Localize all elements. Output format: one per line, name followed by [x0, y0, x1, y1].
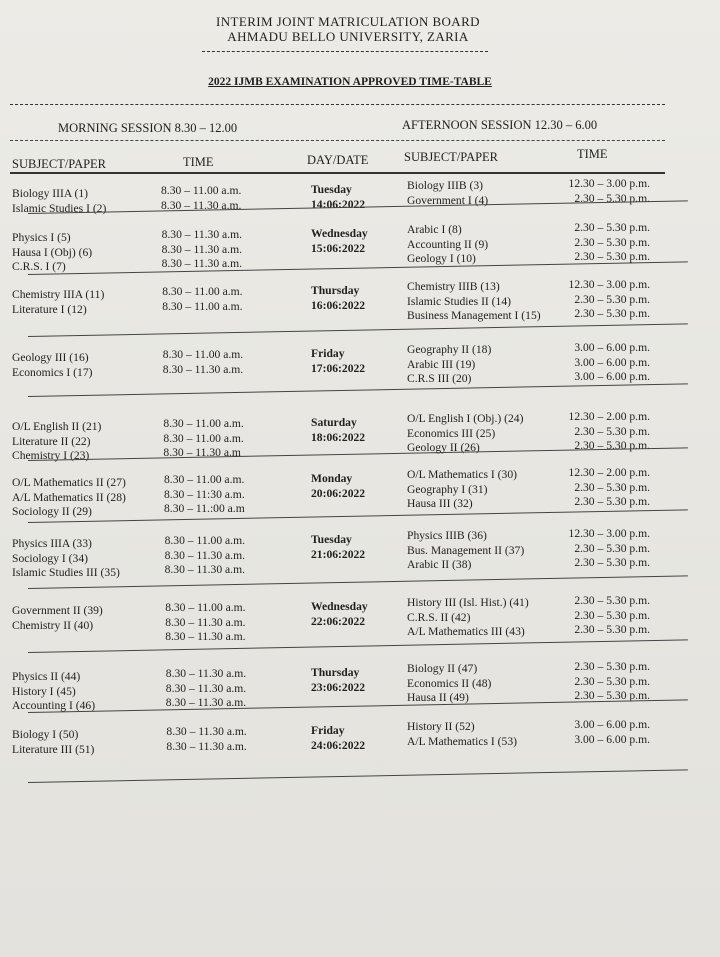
am-subject: Chemistry I (23): [12, 449, 90, 463]
pm-subject: Geography I (31): [407, 482, 488, 496]
am-subject: Literature I (12): [12, 302, 87, 316]
exam-date: 21:06:2022: [311, 547, 366, 561]
header-divider: [202, 51, 488, 52]
pm-time: 2.30 – 5.30 p.m.: [574, 292, 650, 306]
pm-subject: C.R.S III (20): [407, 372, 472, 386]
pm-subject: Islamic Studies II (14): [407, 294, 511, 308]
day-name: Tuesday: [311, 533, 352, 546]
am-subject: C.R.S. I (7): [12, 260, 66, 274]
pm-time: 3.00 – 6.00 p.m.: [574, 341, 650, 354]
pm-subject: Economics II (48): [407, 676, 492, 690]
am-time: 8.30 – 11.:00 a.m: [164, 502, 245, 516]
day-name: Monday: [311, 472, 353, 485]
pm-time: 12.30 – 3.00 p.m.: [568, 177, 650, 190]
pm-subject: Geography II (18): [407, 343, 492, 356]
col-subject-am: SUBJECT/PAPER: [12, 157, 107, 171]
exam-date: 15:06:2022: [311, 241, 366, 255]
exam-date: 20:06:2022: [311, 486, 366, 500]
pm-time: 3.00 – 6.00 p.m.: [574, 370, 650, 384]
am-time: 8.30 – 11.30 a.m.: [161, 198, 242, 212]
pm-time: 2.30 – 5.30 p.m.: [574, 674, 650, 688]
pm-subject: Hausa II (49): [407, 691, 469, 705]
am-time: 8.30 – 11.30 a.m.: [165, 681, 247, 695]
pm-subject: Arabic I (8): [407, 223, 462, 236]
am-time: 8.30 – 11.30 a.m.: [165, 696, 247, 710]
pm-time: 3.00 – 6.00 p.m.: [574, 732, 650, 746]
exam-date: 17:06:2022: [311, 361, 366, 375]
am-time: 8.30 – 11.30 a.m.: [161, 257, 242, 271]
pm-time: 2.30 – 5.30 p.m.: [574, 623, 650, 637]
am-time: 8.30 – 11.30 a.m.: [164, 563, 245, 577]
exam-date: 22:06:2022: [311, 614, 366, 628]
pm-time: 3.00 – 6.00 p.m.: [574, 355, 650, 369]
am-subject: O/L English II (21): [12, 420, 102, 433]
exam-date: 14:06:2022: [311, 197, 366, 211]
am-time: 8.30 – 11.30 a.m.: [162, 362, 244, 376]
row-divider: [28, 509, 688, 523]
pm-time: 2.30 – 5.30 p.m.: [574, 480, 650, 494]
am-time: 8.30 – 11.00 a.m.: [163, 417, 244, 430]
am-time: 8.30 – 11:30 a.m.: [164, 487, 245, 501]
am-subject: Biology I (50): [12, 728, 79, 741]
am-subject: Literature II (22): [12, 434, 91, 448]
pm-subject: History II (52): [407, 720, 475, 733]
pm-subject: Geology I (10): [407, 252, 476, 266]
pm-time: 2.30 – 5.30 p.m.: [574, 594, 650, 607]
exam-date: 18:06:2022: [311, 430, 366, 444]
col-day: DAY/DATE: [307, 153, 369, 167]
pm-time: 12.30 – 3.00 p.m.: [568, 527, 650, 540]
pm-time: 2.30 – 5.30 p.m.: [574, 191, 650, 205]
pm-subject: Accounting II (9): [407, 237, 489, 251]
am-subject: Accounting I (46): [12, 699, 96, 713]
am-subject: Chemistry II (40): [12, 618, 94, 632]
day-name: Friday: [311, 724, 345, 737]
am-subject: Islamic Studies I (2): [12, 201, 107, 215]
pm-subject: A/L Mathematics III (43): [407, 625, 525, 639]
pm-subject: Business Management I (15): [407, 309, 541, 323]
row-divider: [28, 699, 688, 713]
row-divider: [28, 447, 688, 461]
pm-subject: Arabic II (38): [407, 558, 472, 572]
pm-time: 2.30 – 5.30 p.m.: [574, 660, 650, 673]
am-time: 8.30 – 11.30 a.m.: [165, 667, 247, 680]
board-name: INTERIM JOINT MATRICULATION BOARD: [216, 14, 480, 29]
pm-time: 2.30 – 5.30 p.m.: [574, 307, 650, 321]
morning-session-label: MORNING SESSION 8.30 – 12.00: [58, 121, 238, 135]
day-name: Saturday: [311, 416, 357, 429]
pm-subject: Bus. Management II (37): [407, 543, 525, 557]
am-time: 8.30 – 11.30 a.m.: [161, 228, 242, 241]
am-time: 8.30 – 11.30 a.m.: [166, 725, 247, 738]
university-name: AHMADU BELLO UNIVERSITY, ZARIA: [227, 29, 469, 44]
pm-time: 2.30 – 5.30 p.m.: [574, 689, 650, 703]
pm-time: 2.30 – 5.30 p.m.: [574, 608, 650, 622]
am-subject: Literature III (51): [12, 742, 95, 756]
am-time: 8.30 – 11.30 a.m.: [165, 630, 246, 644]
pm-subject: Biology IIIB (3): [407, 179, 483, 192]
pm-time: 2.30 – 5.30 p.m.: [574, 424, 650, 438]
pm-subject: Chemistry IIIB (13): [407, 280, 500, 293]
header-rule: [10, 172, 665, 174]
session-divider: [10, 140, 665, 141]
pm-time: 2.30 – 5.30 p.m.: [574, 495, 650, 509]
am-subject: Economics I (17): [12, 365, 93, 379]
pm-time: 2.30 – 5.30 p.m.: [574, 556, 650, 570]
pm-time: 2.30 – 5.30 p.m.: [574, 250, 650, 264]
pm-time: 2.30 – 5.30 p.m.: [574, 235, 650, 249]
row-divider: [28, 261, 688, 275]
am-time: 8.30 – 11.00 a.m.: [162, 299, 243, 313]
day-name: Wednesday: [311, 227, 368, 240]
pm-time: 12.30 – 2.00 p.m.: [568, 410, 650, 423]
am-time: 8.30 – 11.00 a.m.: [163, 431, 244, 445]
am-time: 8.30 – 11.30 a.m.: [161, 242, 242, 256]
am-subject: O/L Mathematics II (27): [12, 476, 126, 489]
pm-subject: Geology II (26): [407, 441, 480, 455]
row-divider: [28, 323, 688, 337]
am-subject: Physics I (5): [12, 231, 71, 244]
pm-subject: C.R.S. II (42): [407, 610, 471, 624]
day-name: Tuesday: [311, 183, 352, 196]
pm-time: 12.30 – 2.00 p.m.: [568, 466, 650, 479]
am-time: 8.30 – 11.30 a.m: [163, 446, 241, 460]
am-subject: A/L Mathematics II (28): [12, 490, 126, 504]
row-divider: [28, 769, 688, 783]
afternoon-session-label: AFTERNOON SESSION 12.30 – 6.00: [402, 118, 598, 132]
am-time: 8.30 – 11.30 a.m.: [166, 739, 247, 753]
row-divider: [28, 575, 688, 589]
am-time: 8.30 – 11.00 a.m.: [162, 285, 243, 298]
am-subject: Sociology I (34): [12, 551, 88, 565]
pm-subject: Physics IIIB (36): [407, 529, 487, 542]
pm-time: 3.00 – 6.00 p.m.: [574, 718, 650, 731]
am-subject: Hausa I (Obj) (6): [12, 245, 93, 259]
am-time: 8.30 – 11.00 a.m.: [164, 473, 245, 486]
pm-subject: Biology II (47): [407, 662, 478, 675]
page-title: 2022 IJMB EXAMINATION APPROVED TIME-TABLE: [208, 76, 492, 88]
am-time: 8.30 – 11.00 a.m.: [165, 601, 246, 614]
pm-time: 2.30 – 5.30 p.m.: [574, 221, 650, 234]
row-divider: [28, 639, 688, 653]
pm-subject: History III (Isl. Hist.) (41): [407, 596, 529, 609]
row-divider: [28, 383, 688, 397]
pm-subject: Government I (4): [407, 193, 489, 207]
exam-date: 16:06:2022: [311, 298, 366, 312]
am-time: 8.30 – 11.30 a.m.: [164, 548, 245, 562]
pm-subject: O/L Mathematics I (30): [407, 468, 517, 481]
pm-time: 2.30 – 5.30 p.m.: [574, 439, 650, 453]
am-time: 8.30 – 11.00 a.m.: [162, 348, 244, 361]
pm-time: 2.30 – 5.30 p.m.: [574, 541, 650, 555]
am-subject: Biology IIIA (1): [12, 187, 88, 200]
pm-subject: A/L Mathematics I (53): [407, 734, 517, 748]
pm-time: 12.30 – 3.00 p.m.: [568, 278, 650, 291]
am-subject: Government II (39): [12, 604, 103, 617]
day-name: Thursday: [311, 666, 360, 679]
am-subject: Physics IIIA (33): [12, 537, 92, 550]
title-divider: [10, 104, 665, 105]
am-subject: Sociology II (29): [12, 505, 92, 519]
am-subject: History I (45): [12, 684, 76, 698]
col-time-am: TIME: [183, 155, 214, 169]
am-subject: Chemistry IIIA (11): [12, 288, 105, 301]
col-time-pm: TIME: [577, 147, 608, 161]
pm-subject: O/L English I (Obj.) (24): [407, 412, 524, 425]
day-name: Thursday: [311, 284, 360, 297]
am-subject: Geology III (16): [12, 351, 89, 364]
exam-date: 23:06:2022: [311, 680, 366, 694]
col-subject-pm: SUBJECT/PAPER: [404, 150, 499, 164]
pm-subject: Economics III (25): [407, 426, 496, 440]
am-time: 8.30 – 11.30 a.m.: [165, 615, 246, 629]
pm-subject: Hausa III (32): [407, 497, 473, 511]
day-name: Friday: [311, 347, 345, 360]
day-name: Wednesday: [311, 600, 368, 613]
am-subject: Islamic Studies III (35): [12, 566, 120, 580]
exam-date: 24:06:2022: [311, 738, 366, 752]
pm-subject: Arabic III (19): [407, 357, 476, 371]
am-time: 8.30 – 11.00 a.m.: [161, 184, 242, 197]
am-subject: Physics II (44): [12, 670, 81, 683]
am-time: 8.30 – 11.00 a.m.: [164, 534, 245, 547]
